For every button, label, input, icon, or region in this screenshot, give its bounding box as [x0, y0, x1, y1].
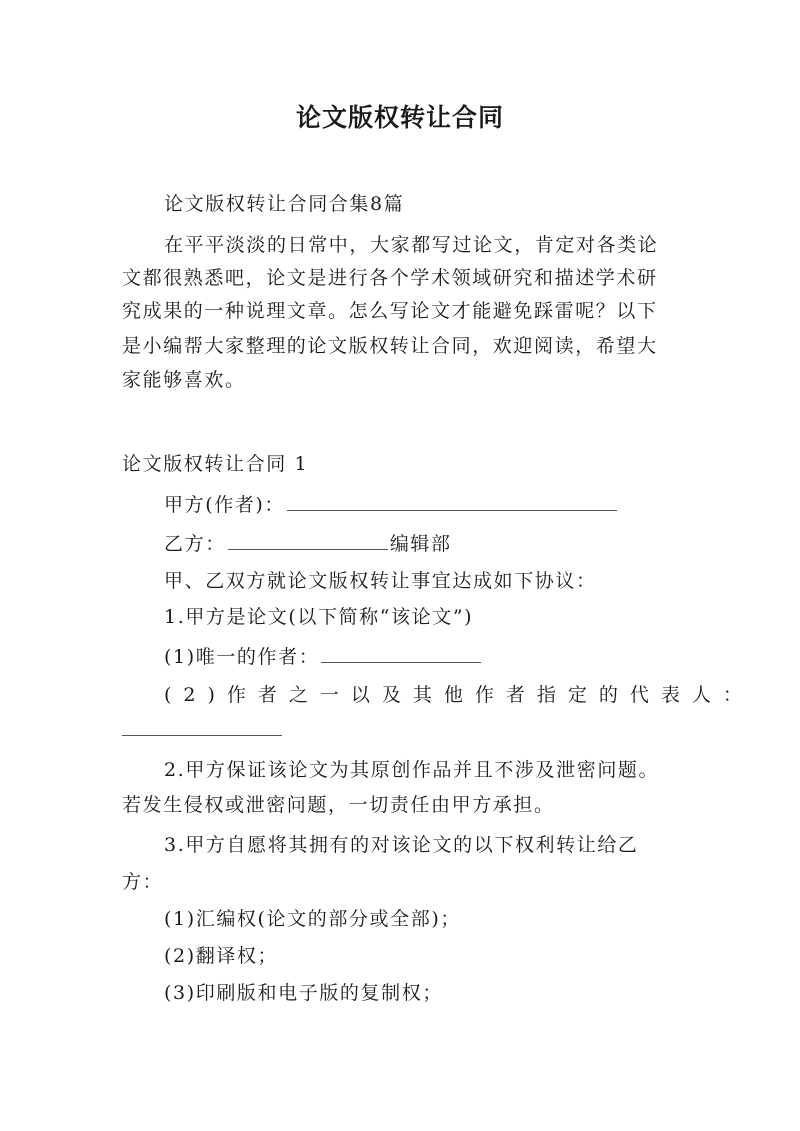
- clause-3-item-3: (3)印刷版和电子版的复制权；: [164, 982, 443, 1004]
- party-b-suffix: 编辑部: [389, 533, 452, 555]
- clause-3-item-2: (2)翻译权；: [164, 945, 279, 967]
- document-subtitle: 论文版权转让合同合集8篇: [164, 193, 405, 215]
- party-b-label: 乙方：: [164, 533, 226, 555]
- agreement-intro: 甲、乙双方就论文版权转让事宜达成如下协议：: [164, 570, 597, 592]
- intro-line-1: 在平平淡淡的日常中，大家都写过论文，肯定对各类论: [164, 234, 659, 256]
- clause-2-line-1: 2.甲方保证该论文为其原创作品并且不涉及泄密问题。: [164, 759, 660, 781]
- clause-3-line-1: 3.甲方自愿将其拥有的对该论文的以下权利转让给乙: [164, 834, 639, 856]
- intro-line-4: 是小编帮大家整理的论文版权转让合同，欢迎阅读，希望大: [122, 335, 658, 357]
- clause-3-item-1: (1)汇编权(论文的部分或全部)；: [164, 908, 461, 930]
- clause-3-line-2: 方：: [122, 871, 164, 893]
- document-title: 论文版权转让合同: [295, 103, 504, 132]
- intro-line-5: 家能够喜欢。: [122, 369, 246, 391]
- party-b-line: [164, 532, 452, 556]
- clause-1-sub-1-label: (1)唯一的作者：: [164, 646, 320, 668]
- section-heading: 论文版权转让合同 1: [122, 453, 309, 475]
- intro-line-2: 文都很熟悉吧，论文是进行各个学术领域研究和描述学术研: [122, 267, 658, 289]
- clause-2-line-2: 若发生侵权或泄密问题，一切责任由甲方承担。: [122, 794, 555, 816]
- party-a-line: [164, 493, 619, 517]
- party-b-blank: [228, 549, 388, 550]
- clause-1-sub-2-blank-line: [122, 718, 284, 742]
- clause-1-sub-1: [164, 645, 483, 669]
- clause-1-sub-2-blank: [122, 735, 282, 736]
- clause-1: 1.甲方是论文(以下简称“该论文”): [164, 606, 474, 628]
- party-a-label: 甲方(作者)：: [164, 494, 286, 516]
- party-a-blank: [287, 510, 617, 511]
- clause-1-sub-1-blank: [321, 662, 481, 663]
- intro-line-3: 究成果的一种说理文章。怎么写论文才能避免踩雷呢？以下: [122, 300, 658, 322]
- clause-1-sub-2: (2)作者之一以及其他作者指定的代表人：: [164, 684, 754, 706]
